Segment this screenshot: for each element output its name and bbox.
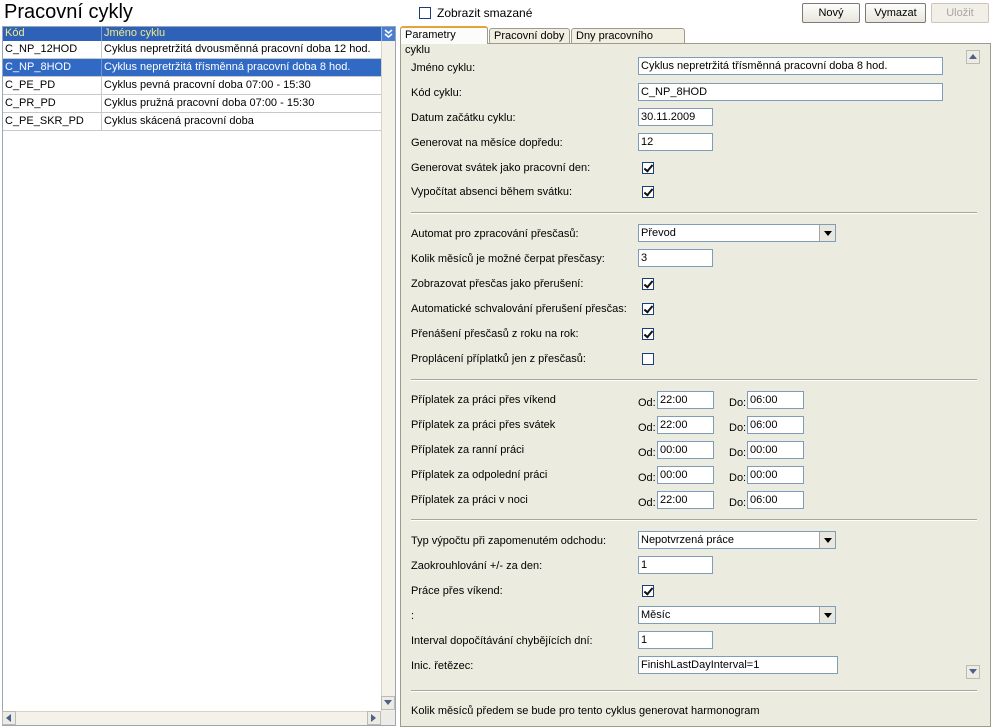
help-hint-text: Kolik měsíců předem se bude pro tento cyklus generovat harmonogram <box>411 705 760 717</box>
forgotten-exit-type-select[interactable] <box>638 531 836 549</box>
surcharge-morning-to-input[interactable]: 00:00 <box>747 441 804 459</box>
from-label: Od: <box>638 422 656 434</box>
period-select[interactable] <box>638 606 836 624</box>
scroll-down-button[interactable] <box>966 665 980 679</box>
bonus-only-overtime-label: Proplácení příplatků jen z přesčasů: <box>411 353 586 365</box>
tab-cycle-days[interactable]: Dny pracovního <box>571 28 685 44</box>
weekend-work-checkbox[interactable] <box>642 585 654 597</box>
row-name: Cyklus skácená pracovní doba <box>104 115 254 127</box>
surcharge-night-from-input[interactable]: 22:00 <box>657 491 714 509</box>
overtime-months-input[interactable]: 3 <box>638 249 713 267</box>
table-row[interactable] <box>3 77 381 95</box>
save-button[interactable]: Uložit <box>931 3 989 23</box>
from-label: Od: <box>638 397 656 409</box>
overtime-as-break-checkbox[interactable] <box>642 278 654 290</box>
delete-button[interactable]: Vymazat <box>865 3 926 23</box>
to-label: Do: <box>729 447 747 459</box>
bonus-only-overtime-checkbox[interactable] <box>642 353 654 365</box>
rounding-input[interactable]: 1 <box>638 556 713 574</box>
surcharge-afternoon-from-input[interactable]: 00:00 <box>657 466 714 484</box>
to-label: Do: <box>729 472 747 484</box>
row-name: Cyklus nepretržitá dvousměnná pracovní doba 12 hod. <box>104 43 371 55</box>
section-divider <box>411 212 977 214</box>
surcharge-afternoon-to-input[interactable]: 00:00 <box>747 466 804 484</box>
overtime-as-break-label: Zobrazovat přesčas jako přerušení: <box>411 278 584 290</box>
surcharge-weekend-label: Příplatek za práci přes víkend <box>411 394 556 406</box>
surcharge-afternoon-label: Příplatek za odpolední práci <box>411 469 548 481</box>
section-divider <box>411 690 977 692</box>
section-divider <box>411 519 977 521</box>
absence-holiday-label: Vypočítat absenci během svátku: <box>411 186 573 198</box>
overtime-year-transfer-checkbox[interactable] <box>642 328 654 340</box>
cycle-parameters-panel <box>400 43 991 727</box>
scroll-down-button[interactable] <box>381 696 395 710</box>
rounding-label: Zaokrouhlování +/- za den: <box>411 560 543 572</box>
row-name: Cyklus pevná pracovní doba 07:00 - 15:30 <box>104 79 311 91</box>
surcharge-weekend-from-input[interactable]: 22:00 <box>657 391 714 409</box>
chevron-down-icon <box>382 27 395 40</box>
scroll-right-button[interactable] <box>367 711 381 725</box>
grid-header <box>3 27 381 41</box>
overtime-automat-value: Převod <box>641 227 676 239</box>
cycle-code-label: Kód cyklu: <box>411 87 462 99</box>
months-ahead-input[interactable]: 12 <box>638 133 713 151</box>
scroll-up-button[interactable] <box>966 50 980 64</box>
column-chooser-button[interactable] <box>381 27 395 41</box>
holiday-as-workday-label: Generovat svátek jako pracovní den: <box>411 162 591 174</box>
init-string-input[interactable]: FinishLastDayInterval=1 <box>638 656 838 674</box>
to-label: Do: <box>729 422 747 434</box>
surcharge-night-to-input[interactable]: 06:00 <box>747 491 804 509</box>
chevron-down-icon <box>819 225 835 241</box>
row-code: C_PE_PD <box>3 77 102 94</box>
row-name: Cyklus pružná pracovní doba 07:00 - 15:30 <box>104 97 315 109</box>
cycle-name-label: Jméno cyklu: <box>411 62 476 74</box>
to-label: Do: <box>729 397 747 409</box>
forgotten-exit-type-value: Nepotvrzená práce <box>641 534 734 546</box>
chevron-down-icon <box>819 532 835 548</box>
auto-approve-break-label: Automatické schvalování přerušení přesčas: <box>411 303 627 315</box>
table-row-selected[interactable] <box>3 59 381 77</box>
arrow-right-icon <box>371 714 377 722</box>
table-row[interactable] <box>3 41 381 59</box>
arrow-left-icon <box>6 714 12 722</box>
missing-days-interval-input[interactable]: 1 <box>638 631 713 649</box>
chevron-down-icon <box>819 607 835 623</box>
page-title: Pracovní cykly <box>4 1 133 23</box>
overtime-automat-label: Automat pro zpracování přesčasů: <box>411 228 579 240</box>
scrollbar-corner <box>381 711 395 725</box>
panel-vertical-scrollbar[interactable] <box>966 50 980 682</box>
cycles-grid <box>2 26 396 726</box>
overtime-automat-select[interactable] <box>638 224 836 242</box>
auto-approve-break-checkbox[interactable] <box>642 303 654 315</box>
cycle-name-input[interactable]: Cyklus nepretržitá třísměnná pracovní doba 8 hod. <box>638 57 943 75</box>
column-header-name[interactable]: Jméno cyklu <box>104 27 166 39</box>
start-date-label: Datum začátku cyklu: <box>411 112 516 124</box>
from-label: Od: <box>638 497 656 509</box>
arrow-down-icon <box>384 700 392 706</box>
cycle-code-input[interactable]: C_NP_8HOD <box>638 83 943 101</box>
overtime-year-transfer-label: Přenášení přesčasů z roku na rok: <box>411 328 579 340</box>
init-string-label: Inic. řetězec: <box>411 660 474 672</box>
row-code: C_NP_12HOD <box>3 41 102 58</box>
show-deleted-checkbox[interactable] <box>419 7 431 19</box>
show-deleted-label: Zobrazit smazané <box>437 6 533 20</box>
surcharge-night-label: Příplatek za práci v noci <box>411 494 528 506</box>
missing-days-interval-label: Interval dopočítávání chybějících dní: <box>411 635 593 647</box>
surcharge-holiday-from-input[interactable]: 22:00 <box>657 416 714 434</box>
row-code: C_PR_PD <box>3 95 102 112</box>
overtime-months-label: Kolik měsíců je možné čerpat přesčasy: <box>411 253 605 265</box>
holiday-as-workday-checkbox[interactable] <box>642 162 654 174</box>
table-row[interactable] <box>3 113 381 131</box>
row-code: C_NP_8HOD <box>3 59 102 76</box>
show-deleted-toggle[interactable] <box>419 6 532 20</box>
absence-holiday-checkbox[interactable] <box>642 186 654 198</box>
to-label: Do: <box>729 497 747 509</box>
surcharge-morning-from-input[interactable]: 00:00 <box>657 441 714 459</box>
row-code: C_PE_SKR_PD <box>3 113 102 130</box>
forgotten-exit-type-label: Typ výpočtu při zapomenutém odchodu: <box>411 535 607 547</box>
arrow-down-icon <box>969 669 977 675</box>
surcharge-morning-label: Příplatek za ranní práci <box>411 444 525 456</box>
section-divider <box>411 379 977 381</box>
new-button[interactable]: Nový <box>802 3 860 23</box>
months-ahead-label: Generovat na měsíce dopředu: <box>411 137 563 149</box>
surcharge-holiday-to-input[interactable]: 06:00 <box>747 416 804 434</box>
surcharge-holiday-label: Příplatek za práci přes svátek <box>411 419 556 431</box>
row-name: Cyklus nepretržitá třísměnná pracovní doba 8 hod. <box>104 61 351 73</box>
scroll-left-button[interactable] <box>2 711 16 725</box>
period-label: : <box>411 610 415 622</box>
grid-vertical-scrollbar[interactable] <box>381 41 395 711</box>
from-label: Od: <box>638 472 656 484</box>
surcharge-weekend-to-input[interactable]: 06:00 <box>747 391 804 409</box>
period-value: Měsíc <box>641 609 671 621</box>
start-date-input[interactable]: 30.11.2009 <box>638 108 713 126</box>
from-label: Od: <box>638 447 656 459</box>
weekend-work-label: Práce přes víkend: <box>411 585 503 597</box>
arrow-up-icon <box>969 54 977 60</box>
tab-working-hours[interactable]: Pracovní doby <box>489 28 570 44</box>
table-row[interactable] <box>3 95 381 113</box>
tab-bar <box>400 26 991 56</box>
tab-cycle-parameters[interactable]: Parametry cyklu <box>400 26 488 44</box>
column-header-code[interactable]: Kód <box>3 27 102 41</box>
grid-horizontal-scrollbar[interactable] <box>3 711 381 725</box>
